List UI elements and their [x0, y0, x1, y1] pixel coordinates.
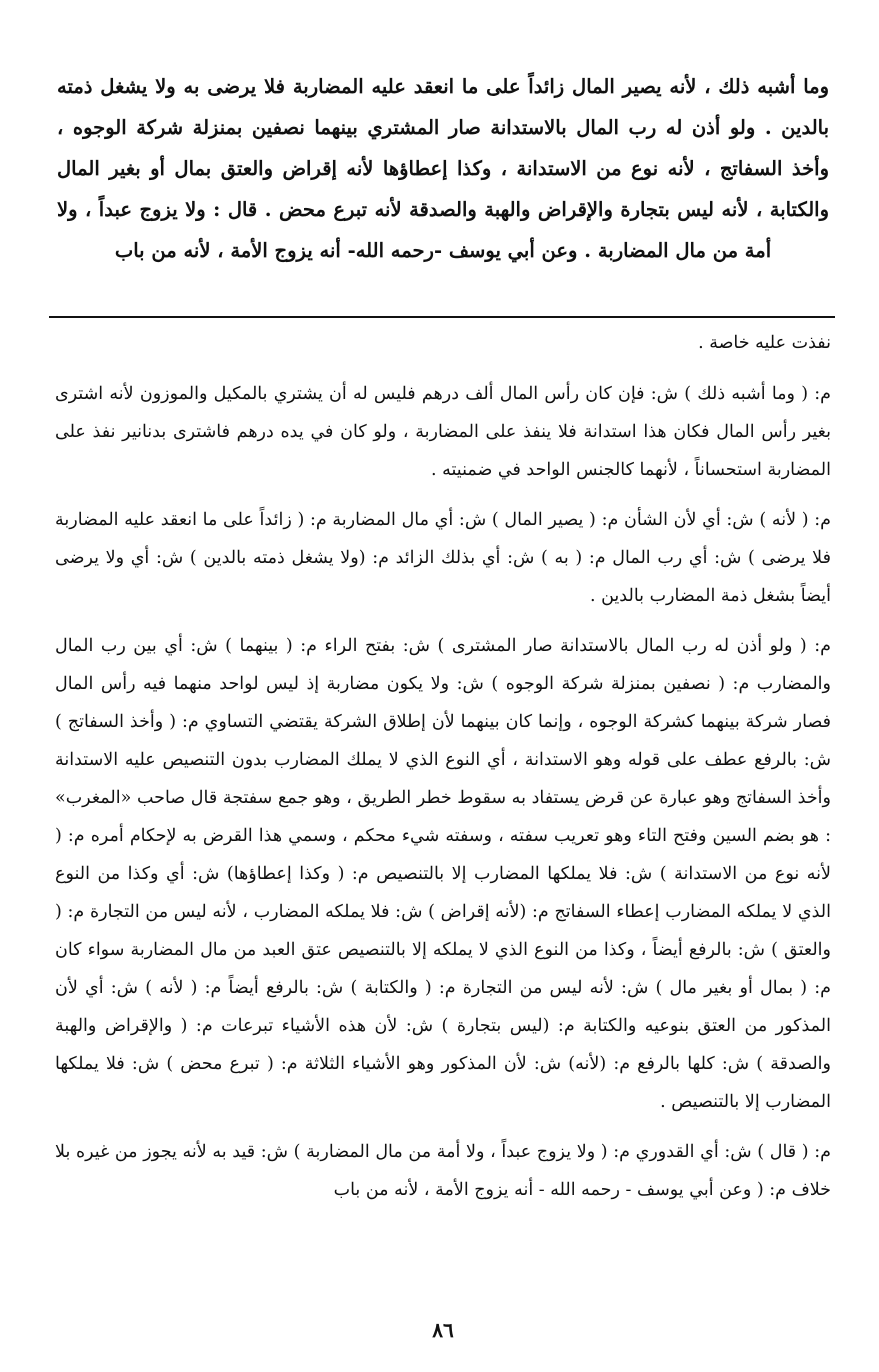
book-page: [55, 66, 831, 1372]
footnote: نفذت عليه خاصة .: [698, 333, 831, 353]
commentary-paragraph-2: م: ( لأنه ) ش: أي لأن الشأن م: ( يصير المال ) ش: أي مال المضاربة م: ( زائداً على ما انعقد عليه المضاربة فلا يرضى ) ش: أي رب المال م: ( به ) ش: أي بذلك الزائد م: (ولا يشغل ذمته بالدين ) ش: أي ولا يرضى أيضاً بشغل ذمة المضارب بالدين .: [55, 510, 831, 606]
main-text: وما أشبه ذلك ، لأنه يصير المال زائداً على ما انعقد عليه المضاربة فلا يرضى به ولا يشغل ذمته بالدين . ولو أذن له رب المال بالاستدانة صار المشتري بينهما نصفين بمنزلة شركة الوجوه ، وأخذ السفاتج ، لأنه نوع من الاستدانة ، وكذا إعطاؤها لأنه إقراض والعتق بمال أو بغير المال والكتابة ، لأنه ليس بتجارة والإقراض والهبة والصدقة لأنه تبرع محض . قال : ولا يزوج عبداً ، ولا أمة من مال المضاربة . وعن أبي يوسف -رحمه الله- أنه يزوج الأمة ، لأنه من باب: [57, 75, 829, 262]
commentary-paragraph-3: م: ( ولو أذن له رب المال بالاستدانة صار المشترى ) ش: بفتح الراء م: ( بينهما ) ش: أي بين رب المال والمضارب م: ( نصفين بمنزلة شركة الوجوه ) ش: ولا يكون مضاربة إذ ليس لواحد منهما فيه رأس المال فصار شركة بينهما كشركة الوجوه ، وإنما كان بينهما لأن إطلاق الشركة يقتضي التساوي م: ( وأخذ السفاتج ) ش: بالرفع عطف على قوله وهو الاستدانة ، أي النوع الذي لا يملك المضارب بدون التنصيص عليه الاستدانة وأخذ السفاتج وهو عبارة عن قرض يستفاد به سقوط خطر الطريق ، وهو جمع سفتجة قال صاحب «المغرب» : هو بضم السين وفتح التاء وهو تعريب سفته ، وسفته شيء محكم ، وسمي هذا القرض به لإحكام أمره م: ( لأنه نوع من الاستدانة ) ش: فلا يملكها المضارب إلا بالتنصيص م: ( وكذا إعطاؤها) ش: أي وكذا من النوع الذي لا يملكه المضارب إعطاء السفاتج م: (لأنه إقراض ) ش: فلا يملكه المضارب ، لأنه ليس من التجارة م: ( والعتق ) ش: بالرفع أيضاً ، وكذا من النوع الذي لا يملكه إلا بالتنصيص عتق العبد من مال المضاربة سواء كان م: ( بمال أو بغير مال ) ش: لأنه ليس من التجارة م: ( والكتابة ) ش: بالرفع أيضاً م: ( لأنه ) ش: أي لأن المذكور من العتق بنوعيه والكتابة م: (ليس بتجارة ) ش: لأن هذه الأشياء تبرعات م: ( والإقراض والهبة والصدقة ) ش: كلها بالرفع م: (لأنه) ش: لأن المذكور وهو الأشياء الثلاثة م: ( تبرع محض ) ش: فلا يملكها المضارب إلا بالتنصيص .: [55, 636, 831, 1112]
footnote-divider: [49, 316, 835, 318]
commentary-paragraph-1: م: ( وما أشبه ذلك ) ش: فإن كان رأس المال ألف درهم فليس له أن يشتري بالمكيل والموزون لأنه اشترى بغير رأس المال فكان هذا استدانة فلا ينفذ على المضاربة ، ولو كان في يده درهم فاشترى بدنانير نفذ على المضاربة استحساناً ، لأنهما كالجنس الواحد في ضمنيته .: [55, 384, 831, 480]
commentary-paragraph-4: م: ( قال ) ش: أي القدوري م: ( ولا يزوج عبداً ، ولا أمة من مال المضاربة ) ش: قيد به لأنه يجوز من غيره بلا خلاف م: ( وعن أبي يوسف - رحمه الله - أنه يزوج الأمة ، لأنه من باب: [55, 1142, 831, 1200]
footnote-section: [55, 328, 831, 1221]
page-number: ٨٦: [432, 1318, 454, 1342]
